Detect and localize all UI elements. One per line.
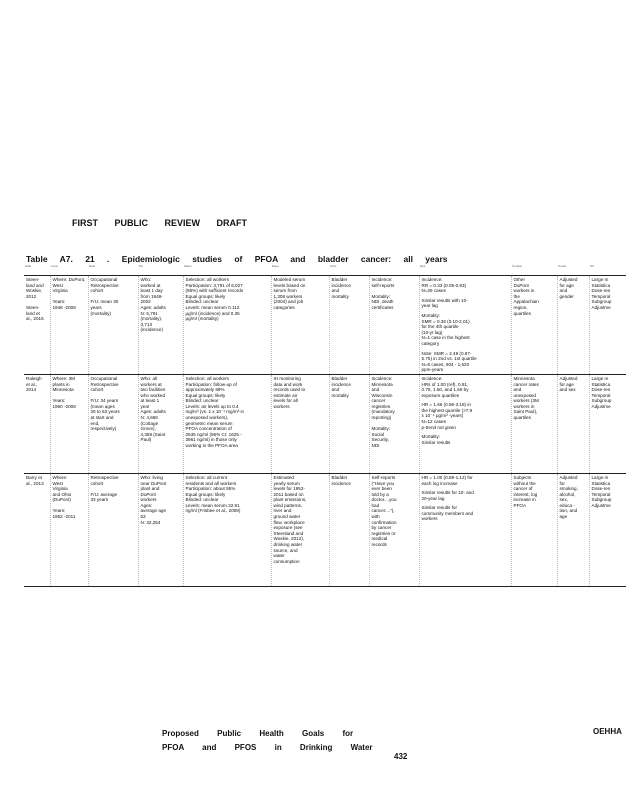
covariates-cell: Adjusted for smoking, alcohol, sex, educa - tion, and age [557, 473, 589, 586]
measurement-cell: Self-reports ("Have you ever been told by a doctor....you had cancer...."), with confirmation by cancer registries or medical records [369, 473, 419, 586]
participants-cell: Who: worked at least 1 day from 1948- 2002 Ages: adults N: 5,791 (mortality), 3,713 (incidence) [138, 276, 183, 375]
participants-cell: Who: all workers at two facilities who worked at least 1 year Ages: adults N: 4,668 (Cottage Grove), 4,359 (Saint Paul) [138, 374, 183, 473]
author-cell: Barry et al., 2013 [24, 473, 50, 586]
location-cell: Where: DuPont, West Virginia Years: 1948 -2008 [50, 276, 88, 375]
table-row [24, 374, 626, 473]
location-cell: Where: 3M plants in Minnesota Years: 1960 -2008 [50, 374, 88, 473]
column-header: Outc [329, 265, 369, 276]
table-header-row [24, 265, 626, 276]
page-number: 432 [394, 752, 408, 761]
exposure-cell: IH monitoring data and work records used to estimate air levels for all workers [271, 374, 329, 473]
column-header: Compa [511, 265, 557, 276]
table-container [24, 265, 618, 625]
selection-cell: Selection: all workers Participation: follow-up of approximately 89% Equal groups: likely Blinded: unclear Levels: air levels up to 0.4 mg/m³ (vs. 1 x 10⁻¹ mg/m³ in unexposed workers), geometric mean serum PFOA concentration of 2535 ng/ml (95% CI: 1625 - 3961 ng/ml) in those only working in the PFOA area [183, 374, 271, 473]
column-header: Pa [138, 265, 183, 276]
exposure-cell: Estimated yearly serum levels for 1952- 2011 based on plant emissions, wind patterns, river and ground water flow, workplace exposure (see Steenland and Woskie, 2012), drinking water source, and water consumption [271, 473, 329, 586]
column-header: Expo [271, 265, 329, 276]
table-row [24, 473, 626, 586]
comparison-cell: Subjects without the cancer of interest, log increase in PFOA [511, 473, 557, 586]
epidemiologic-studies-table [24, 265, 626, 587]
results-cell: Incidence: RR = 0.33 (0.05-0.93) N=29 cases Similar results with 10- year lag Mortality: SMR = 0.36 (0.10-2.01) for the 4th quartile (10-yr lag) N=1 case in the highest category Note: SMR = 2.49 (0.97- 5.75) in 2nd vs. 1st quartile N=6 cases, 904 - 1,520 ppm-years [419, 276, 511, 375]
author-cell: Steen- land and Woskie, 2012 Steen- land et al., 2015 [24, 276, 50, 375]
comparison-cell: Minnesota cancer rates and unexposed workers (3M workers in Saint Paul), quartiles [511, 374, 557, 473]
strengths-cell: Large m Statistica Dose-res Temporal Subgroup Adjustme [589, 473, 626, 586]
outcome-cell: Bladder incidence and mortality [329, 374, 369, 473]
comparison-cell: Other DuPont workers in the Appalachian region, quartiles [511, 276, 557, 375]
covariates-cell: Adjusted for age and gender [557, 276, 589, 375]
draft-label: FIRST PUBLIC REVIEW DRAFT [72, 218, 247, 228]
column-header: Auth [24, 265, 50, 276]
author-cell: Raleigh et al., 2014 [24, 374, 50, 473]
footer-agency: OEHHA [593, 727, 622, 736]
design-cell: Retrospective cohort F/U: average 33 years [88, 473, 138, 586]
footer-document-title [162, 727, 373, 755]
column-header: Selec [183, 265, 271, 276]
participants-cell: Who: living near DuPont plant and DuPont workers Ages: average age 53 N: 32,254 [138, 473, 183, 586]
column-header: Desi [88, 265, 138, 276]
table-title: Table A7. 21 . Epidemiologic studies of PFOA and bladder cancer: all years [26, 254, 448, 264]
strengths-cell: Large m Statistica Dose-res Temporal Subgroup Adjustme [589, 276, 626, 375]
results-cell: HR = 1.00 (0.89-1.12) for each log increase Similar results for 10- and 20-year lag Similar results for community members and workers [419, 473, 511, 586]
covariates-cell: Adjusted for age and sex [557, 374, 589, 473]
results-cell: Incidence: HRs of 1.00 (ref), 0.81, 0.75, 1.50, and 1.66 by exposure quartiles HR = 1.66 (0.86-3.18) in the highest quartile (>7.9 x 10⁻⁴ μg/m³ -years) N=12 cases p-trend not given Mortality: Similar results [419, 374, 511, 473]
selection-cell: Selection: all current residents and all workers Participation: about 55% Equal groups: likely Blinded: unclear Levels: mean serum 32.91 ng/ml (Frisbee et al., 2009) [183, 473, 271, 586]
design-cell: Occupational Retrospective cohort F/U: 34 years (mean ages 29 to 63 years at start and end, respectively) [88, 374, 138, 473]
selection-cell: Selection: all workers Participation: 3,791 of 6,027 (96%) with sufficient records Equal groups: likely Blinded: unclear Levels: mean serum 0.112 μg/ml (incidence) and 0.35 μg/ml (mortality) [183, 276, 271, 375]
column-header: Covar [557, 265, 589, 276]
outcome-cell: Bladder incidence and mortality [329, 276, 369, 375]
table-row [24, 276, 626, 375]
footer-line: PFOA and PFOS in Drinking Water [162, 743, 373, 752]
measurement-cell: Incidence: self-reports Mortality: NDI, death certificates [369, 276, 419, 375]
column-header: Res [419, 265, 511, 276]
outcome-cell: Bladder incidence [329, 473, 369, 586]
measurement-cell: Incidence: Minnesota and Wisconsin cancer registries (mandatory reporting) Mortality: Social Security, NDI [369, 374, 419, 473]
location-cell: Where: West Virginia and Ohio (DuPont) Years: 1952 -2011 [50, 473, 88, 586]
exposure-cell: Modeled serum levels based on serum from 1,308 workers (2004) and job categories [271, 276, 329, 375]
column-header: Loca [50, 265, 88, 276]
strengths-cell: Large m Statistica Dose-res Temporal Subgroup Adjustme [589, 374, 626, 473]
design-cell: Occupational Retrospective cohort F/U: mean 30 years (mortality) [88, 276, 138, 375]
column-header [369, 265, 419, 276]
footer-line: Proposed Public Health Goals for [162, 729, 354, 738]
column-header: Str [589, 265, 626, 276]
